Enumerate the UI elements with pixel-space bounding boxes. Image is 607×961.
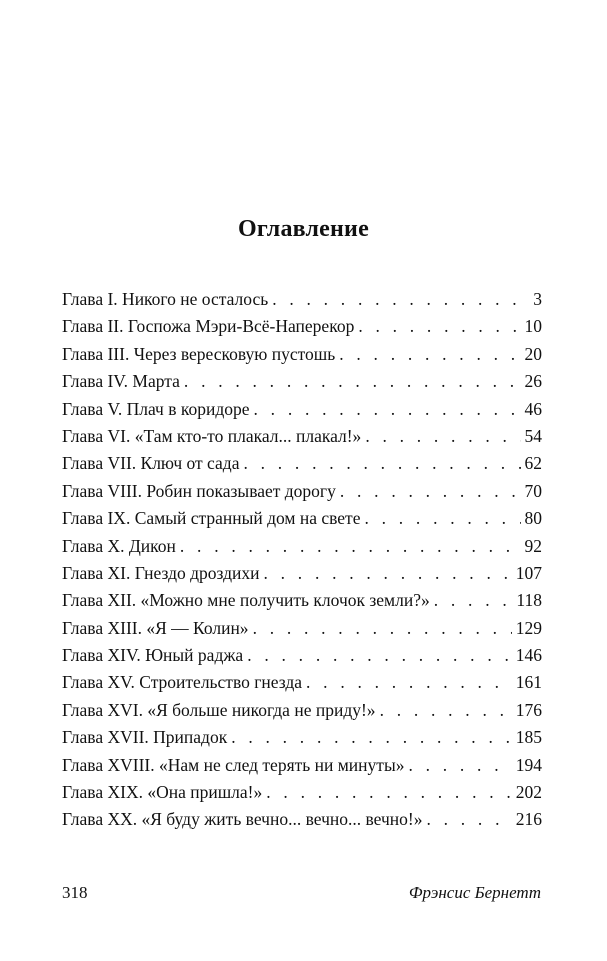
dot-leader <box>426 806 511 833</box>
toc-entry-page: 202 <box>515 782 542 803</box>
toc-entry-14[interactable] <box>62 642 542 669</box>
toc-entry-page: 118 <box>516 590 542 611</box>
toc-entry-title: Глава XII. «Можно мне получить клочок земли?» <box>62 590 430 611</box>
running-footer-author: Фрэнсис Бернетт <box>408 883 541 902</box>
toc-entry-title: Глава XX. «Я буду жить вечно... вечно... вечно!» <box>62 809 423 830</box>
toc-entry-page: 216 <box>515 809 542 830</box>
toc-entry-12[interactable] <box>62 587 542 614</box>
page-title: Оглавление <box>238 216 369 243</box>
toc-entry-title: Глава IV. Марта <box>62 371 180 392</box>
toc-entry-page: 107 <box>515 562 542 583</box>
dot-leader <box>254 396 521 423</box>
toc-entry-10[interactable] <box>62 533 542 560</box>
dot-leader <box>365 423 520 450</box>
toc-entry-8[interactable] <box>62 478 542 505</box>
table-of-contents <box>62 286 542 834</box>
toc-entry-page: 20 <box>524 343 542 364</box>
toc-entry-title: Глава VII. Ключ от сада <box>62 453 240 474</box>
toc-entry-page: 161 <box>515 672 542 693</box>
toc-entry-title: Глава XVIII. «Нам не след терять ни минуты» <box>62 754 405 775</box>
toc-entry-title: Глава I. Никого не осталось <box>62 289 269 309</box>
toc-entry-title: Глава VI. «Там кто-то плакал... плакал!» <box>62 425 362 446</box>
toc-entry-page: 62 <box>524 453 542 474</box>
toc-entry-title: Глава XIII. «Я — Колин» <box>62 617 249 638</box>
toc-entry-title: Глава XI. Гнездо дроздихи <box>62 562 260 583</box>
toc-entry-title: Глава V. Плач в коридоре <box>62 398 250 419</box>
toc-entry-page: 92 <box>524 535 542 556</box>
toc-entry-page: 129 <box>515 617 542 638</box>
toc-entry-2[interactable] <box>62 313 542 340</box>
toc-entry-6[interactable] <box>62 423 542 450</box>
toc-entry-page: 185 <box>515 727 542 748</box>
toc-entry-title: Глава III. Через вересковую пустошь <box>62 343 336 364</box>
toc-entry-20[interactable] <box>62 806 542 833</box>
dot-leader <box>264 560 512 587</box>
toc-entry-9[interactable] <box>62 505 542 532</box>
toc-entry-page: 194 <box>515 754 542 775</box>
toc-entry-page: 146 <box>515 645 542 666</box>
dot-leader <box>340 478 521 505</box>
dot-leader <box>247 642 512 669</box>
toc-entry-title: Глава X. Дикон <box>62 535 176 556</box>
dot-leader <box>272 286 529 313</box>
dot-leader <box>364 505 520 532</box>
toc-entry-16[interactable] <box>62 697 542 724</box>
toc-entry-title: Глава XIX. «Она пришла!» <box>62 782 263 803</box>
toc-entry-title: Глава XVII. Припадок <box>62 727 228 748</box>
toc-entry-page: 3 <box>533 289 542 309</box>
toc-entry-page: 26 <box>524 371 542 392</box>
toc-entry-title: Глава IX. Самый странный дом на свете <box>62 508 361 529</box>
toc-entry-18[interactable] <box>62 752 542 779</box>
dot-leader <box>306 669 512 696</box>
toc-entry-17[interactable] <box>62 724 542 751</box>
toc-entry-page: 46 <box>524 398 542 419</box>
toc-entry-1[interactable] <box>62 286 542 313</box>
toc-entry-title: Глава XV. Строительство гнезда <box>62 672 303 693</box>
dot-leader <box>243 450 520 477</box>
dot-leader <box>358 313 520 340</box>
dot-leader <box>253 615 512 642</box>
toc-entry-11[interactable] <box>62 560 542 587</box>
toc-entry-title: Глава XVI. «Я больше никогда не приду!» <box>62 699 376 720</box>
toc-entry-page: 54 <box>524 425 542 446</box>
toc-entry-3[interactable] <box>62 341 542 368</box>
toc-entry-title: Глава XIV. Юный раджа <box>62 645 244 666</box>
toc-entry-5[interactable] <box>62 396 542 423</box>
toc-entry-13[interactable] <box>62 615 542 642</box>
toc-entry-page: 70 <box>524 480 542 501</box>
dot-leader <box>231 724 512 751</box>
toc-entry-title: Глава VIII. Робин показывает дорогу <box>62 480 336 501</box>
toc-entry-19[interactable] <box>62 779 542 806</box>
dot-leader <box>434 587 513 614</box>
dot-leader <box>408 752 511 779</box>
dot-leader <box>339 341 520 368</box>
dot-leader <box>180 533 521 560</box>
toc-entry-15[interactable] <box>62 669 542 696</box>
toc-entry-page: 80 <box>524 508 542 529</box>
dot-leader <box>266 779 511 806</box>
toc-entry-page: 176 <box>515 699 542 720</box>
toc-entry-page: 10 <box>524 316 542 337</box>
dot-leader <box>380 697 512 724</box>
dot-leader <box>184 368 521 395</box>
toc-entry-7[interactable] <box>62 450 542 477</box>
toc-entry-4[interactable] <box>62 368 542 395</box>
toc-entry-title: Глава II. Госпожа Мэри-Всё-Наперекор <box>62 316 355 337</box>
page-number: 318 <box>62 883 88 902</box>
